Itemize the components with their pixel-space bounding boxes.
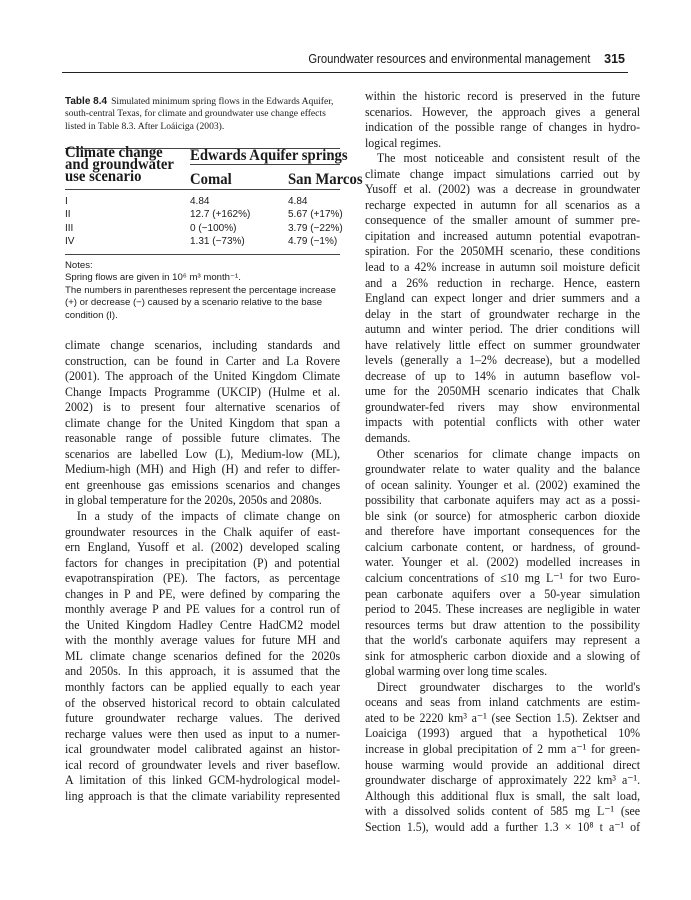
text-line: that the world's carbonate aquifers may represent a (365, 632, 641, 648)
text-line: The most noticeable and consistent result of the (376, 150, 641, 166)
page-number: 315 (604, 52, 625, 66)
scenario-cell: IV (65, 235, 75, 247)
right-text-column (365, 88, 665, 834)
text-line: groundwater relate to water quality and the balance (365, 461, 641, 477)
running-head-title: Groundwater resources and environmental management (308, 52, 591, 66)
san-marcos-cell: 4.84 (288, 196, 308, 207)
text-line: Other scenarios for climate change impacts on (376, 445, 641, 461)
san-marcos-cell: 5.67 (+17%) (288, 209, 343, 221)
text-line: consequence of the smaller amount of summer pre- (365, 212, 641, 228)
springs-group-header: Edwards Aquifer springs (190, 147, 348, 164)
paragraph (365, 679, 665, 834)
text-line: ent greenhouse gas emissions scenarios and changes (65, 476, 341, 492)
text-line: ML climate change scenarios defined for the 2020s (65, 647, 341, 663)
table-label: Table 8.4 (65, 96, 108, 107)
text-line: Loaiciga (1993) argued that a hypothetical 10% (365, 725, 641, 741)
text-line: resources terms but draw attention to the possibility (365, 616, 641, 632)
text-line: of the observed historical record to obtain calculated (65, 694, 341, 710)
text-line: cipitation and increased autumn potential evapotran- (365, 227, 641, 243)
text-line: Although this additional flux is small, the salt load, (365, 787, 641, 803)
text-line: ated to be 2220 km³ a⁻¹ (see Section 1.5). Zektser and (365, 709, 641, 725)
notes-heading: Notes: (65, 260, 93, 271)
text-line: levels (generally a 1–2% decrease), but a modelled (365, 352, 641, 368)
text-line: 2002) is to present four alternative scenarios of (65, 399, 341, 415)
text-line: climate change scenarios, including standards and (65, 337, 341, 352)
note-line: The numbers in parentheses represent the percentage increase (65, 284, 336, 296)
text-line: Yusoff et al. (2002) was a decrease in groundwater (365, 181, 641, 197)
text-line: in global temperature for the 2020s, 2050s and 2080s. (65, 492, 322, 508)
text-line: groundwater resources in the Chalk aquifer of east- (65, 523, 341, 539)
text-line: construction, can be found in Carter and La Rovere (65, 352, 341, 368)
table-8-4 (65, 96, 363, 321)
text-line: the United Kingdom Hadley Centre HadCM2 model (65, 616, 341, 632)
text-line: England can expect longer and drier summers and a (365, 290, 641, 306)
text-line: delay in the start of groundwater recharge in the (365, 305, 641, 321)
text-line: ern England, Yusoff et al. (2002) developed scaling (65, 539, 341, 555)
text-line: impacts with potential conflicts with other water (365, 414, 641, 430)
paragraph (65, 337, 365, 508)
text-line: decrease of up to 14% in autumn baseflow vol- (365, 367, 641, 383)
scenario-cell: I (65, 196, 68, 207)
text-line: spiration. For the 2050MH scenario, these conditions (365, 243, 641, 259)
running-head (277, 52, 625, 66)
scenario-cell: II (65, 209, 71, 221)
text-line: lead to a 42% increase in autumn soil moisture deficit (365, 259, 641, 275)
text-line: ical groundwater model calibrated against an histor- (65, 741, 341, 757)
paragraph (65, 508, 365, 803)
text-line: of ocean salinity. Younger et al. (2002) examined the (365, 476, 641, 492)
text-line: scenarios. However, the approach gives a general (365, 103, 641, 119)
text-line: have relatively little effect on summer groundwater (365, 336, 641, 352)
text-line: with the monthly average values for future MH and (65, 632, 341, 648)
text-line: future groundwater recharge values. The derived (65, 710, 341, 726)
comal-column-header: Comal (190, 171, 232, 188)
text-line: period to 2045. These increases are negligible in water (365, 601, 641, 617)
header-bottom-rule (65, 189, 340, 190)
text-line: ical record of groundwater levels and river baseflow. (65, 756, 341, 772)
note-line: condition (I). (65, 309, 118, 321)
text-line: recharge values were then used as input to a numer- (65, 725, 341, 741)
text-line: sink for atmospheric carbon dioxide and a slowing of (365, 647, 641, 663)
comal-cell: 12.7 (+162%) (190, 209, 251, 221)
text-line: changes in P and PE, were defined by comparing the (65, 585, 341, 601)
text-line: and a 26% reduction in recharge. Hence, eastern (365, 274, 641, 290)
comal-cell: 4.84 (190, 196, 210, 207)
scenario-column-header (65, 144, 174, 185)
scenario-cell: III (65, 222, 74, 234)
text-line: In a study of the impacts of climate change on (76, 508, 341, 524)
text-line: monthly average P and PE values for a control run of (65, 601, 341, 617)
text-line: and therefore have important consequences for the (365, 523, 641, 539)
text-line: water. Younger et al. (2002) modelled increases in (365, 554, 641, 570)
paragraph (365, 150, 665, 445)
text-line: ling approach is that the climate variability represented (65, 787, 341, 803)
text-line: factors for changes in precipitation (P) and potential (65, 554, 341, 570)
text-line: scenarios are labelled Low (L), Medium-low (ML), (65, 445, 341, 461)
paragraph (365, 446, 665, 679)
paragraph (365, 88, 665, 150)
san-marcos-column-header: San Marcos (288, 171, 363, 188)
text-line: house warming would provide an additional direct (365, 756, 641, 772)
comal-cell: 1.31 (−73%) (190, 235, 245, 247)
comal-cell: 0 (−100%) (190, 222, 237, 234)
left-text-column (65, 337, 365, 803)
text-line: Change Impacts Programme (UKCIP) (Hulme et al. (65, 383, 341, 399)
text-line: indication of the possible range of changes in hydro- (365, 119, 641, 135)
header-line: use scenario (65, 168, 142, 185)
text-line: calcium carbonate content, or hardness, of ground- (365, 538, 641, 554)
header-line: Climate change (65, 144, 163, 161)
text-line: demands. (365, 430, 411, 446)
text-line: autumn and winter period. The drier conditions will (365, 321, 641, 337)
text-line: pean carbonate aquifers over a 50-year simulation (365, 585, 641, 601)
text-line: recharge expected in autumn for all scenarios as a (365, 196, 641, 212)
san-marcos-cell: 3.79 (−22%) (288, 222, 343, 234)
text-line: climate change impact simulations carried out by (365, 165, 641, 181)
text-line: (2001). The approach of the United Kingdom Climate (65, 368, 341, 384)
text-line: ume for the 2050MH scenario indicates that Chalk (365, 383, 641, 399)
text-line: logical regimes. (365, 134, 442, 150)
table-caption-text: Simulated minimum spring flows in the Edwards Aquifer, south-central Texas, for climate and groundwater use change effects listed in Table 8.3. After Loáiciga (2003). (65, 96, 334, 132)
text-line: with a dissolved solids content of 585 mg L⁻¹ (see (365, 803, 641, 819)
note-line: (+) or decrease (−) caused by a scenario relative to the base (65, 297, 323, 309)
text-line: reasonable range of possible future climates. The (65, 430, 341, 446)
text-line: within the historic record is preserved in the future (365, 88, 641, 103)
text-line: and 2050s. In this approach, it is assumed that the (65, 663, 341, 679)
header-rule (62, 72, 628, 73)
table-caption (65, 96, 340, 133)
text-line: climate change for the United Kingdom that span a (65, 414, 341, 430)
table-notes (65, 260, 340, 322)
text-line: calcium concentrations of ≤10 mg L⁻¹ for two Euro- (365, 569, 641, 585)
text-line: evapotranspiration (PE). The factors, as percentage (65, 570, 341, 586)
text-line: possibility that carbonate aquifers may act as a possi- (365, 492, 641, 508)
text-line: Direct groundwater discharges to the world's (376, 678, 641, 694)
text-line: global warming over long time scales. (365, 663, 548, 679)
text-line: A limitation of this linked GCM-hydrological model- (65, 772, 341, 788)
text-line: monthly factors can be applied equally to each year (65, 679, 341, 695)
text-line: groundwater-fed rivers may show environmental (365, 398, 641, 414)
table-bottom-rule (65, 254, 340, 255)
san-marcos-cell: 4.79 (−1%) (288, 235, 338, 247)
group-header-rule (190, 164, 340, 165)
text-line: ble sink (or source) for atmospheric carbon dioxide (365, 507, 641, 523)
text-line: oceans and seas from inland catchments are estim- (365, 694, 641, 710)
text-line: Section 1.5), would add a further 1.3 × 10⁸ t a⁻¹ of (365, 818, 641, 834)
header-line: and groundwater (65, 156, 174, 173)
text-line: groundwater discharge of approximately 222 km³ a⁻¹. (365, 772, 641, 788)
note-line: Spring flows are given in 10⁶ m³ month⁻¹. (65, 272, 241, 284)
text-line: increase in global precipitation of 2 mm a⁻¹ for green- (365, 740, 641, 756)
text-line: Medium-high (MH) and High (H) and refer to differ- (65, 461, 341, 477)
